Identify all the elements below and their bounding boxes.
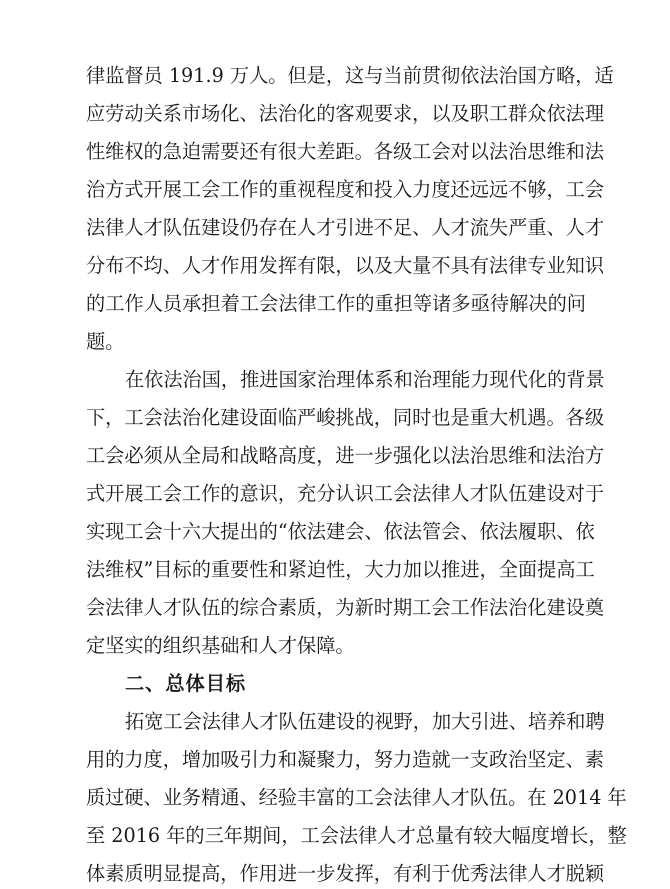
- paragraph-3-line-3: 质过硬、业务精通、经验丰富的工会法律人才队伍。在 2014 年: [86, 786, 627, 809]
- paragraph-2-line-2: 下，工会法治化建设面临严峻挑战，同时也是重大机遇。各级: [86, 406, 605, 429]
- paragraph-1-line-1: 律监督员 191.9 万人。但是，这与当前贯彻依法治国方略，适: [86, 64, 614, 87]
- paragraph-3-line-5: 体素质明显提高，作用进一步发挥，有利于优秀法律人才脱颖: [86, 862, 605, 885]
- paragraph-1-line-8: 题。: [86, 330, 125, 353]
- paragraph-2-line-5: 实现工会十六大提出的“依法建会、依法管会、依法履职、依: [86, 520, 595, 543]
- paragraph-2-line-7: 会法律人才队伍的综合素质，为新时期工会工作法治化建设奠: [86, 596, 605, 619]
- paragraph-2-line-1: 在依法治国，推进国家治理体系和治理能力现代化的背景: [125, 368, 605, 391]
- paragraph-3-line-2: 用的力度，增加吸引力和凝聚力，努力造就一支政治坚定、素: [86, 748, 605, 771]
- paragraph-2-line-4: 式开展工会工作的意识，充分认识工会法律人才队伍建设对于: [86, 482, 605, 505]
- paragraph-2-line-8: 定坚实的组织基础和人才保障。: [86, 634, 355, 657]
- paragraph-1-line-5: 法律人才队伍建设仍存在人才引进不足、人才流失严重、人才: [86, 216, 605, 239]
- section-heading: 二、总体目标: [125, 672, 247, 695]
- paragraph-2-line-6: 法维权”目标的重要性和紧迫性，大力加以推进，全面提高工: [86, 558, 595, 581]
- paragraph-1-line-3: 性维权的急迫需要还有很大差距。各级工会对以法治思维和法: [86, 140, 605, 163]
- paragraph-1-line-4: 治方式开展工会工作的重视程度和投入力度还远远不够，工会: [86, 178, 605, 201]
- paragraph-1-line-7: 的工作人员承担着工会法律工作的重担等诸多亟待解决的问: [86, 292, 586, 315]
- paragraph-1-line-6: 分布不均、人才作用发挥有限，以及大量不具有法律专业知识: [86, 254, 605, 277]
- paragraph-3-line-4: 至 2016 年的三年期间，工会法律人才总量有较大幅度增长，整: [86, 824, 627, 847]
- paragraph-1-line-2: 应劳动关系市场化、法治化的客观要求，以及职工群众依法理: [86, 102, 605, 125]
- paragraph-2-line-3: 工会必须从全局和战略高度，进一步强化以法治思维和法治方: [86, 444, 605, 467]
- paragraph-3-line-1: 拓宽工会法律人才队伍建设的视野，加大引进、培养和聘: [125, 710, 605, 733]
